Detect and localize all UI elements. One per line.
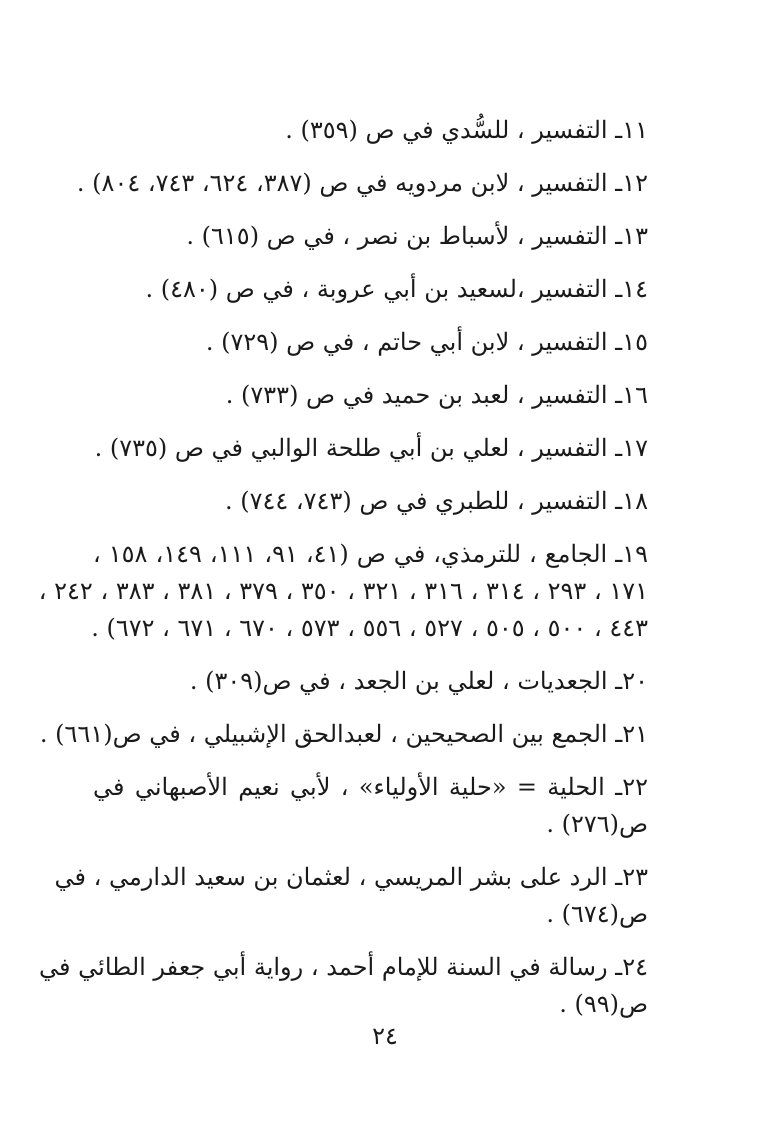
reference-entry-19: [38, 536, 649, 647]
entry-line: ١٧١ ، ٢٩٣ ، ٣١٤ ، ٣١٦ ، ٣٢١ ، ٣٥٠ ، ٣٧٩ ، ٣٨١ ، ٣٨٣ ، ٢٤٢ ،: [38, 577, 648, 605]
entry-line: ٢٢ـ الحلية = «حلية الأولياء» ، لأبي نعيم الأصبهاني في: [93, 773, 648, 801]
entry-line: ١٨ـ التفسير ، للطبري في ص (٧٤٣، ٧٤٤) .: [224, 487, 648, 515]
entry-line: ١٤ـ التفسير ،لسعيد بن أبي عروبة ، في ص (٤٨٠) .: [145, 275, 648, 303]
reference-entry-22: [93, 769, 648, 843]
reference-entry-12: [76, 165, 648, 202]
reference-entry-20: [93, 663, 648, 700]
entry-line: ٢٣ـ الرد على بشر المريسي ، لعثمان بن سعيد الدارمي ، في: [54, 863, 648, 891]
entry-line: ص(٦٧٤) .: [546, 900, 648, 928]
entry-line: ١٩ـ الجامع ، للترمذي، في ص (٤١، ٩١، ١١١، ١٤٩، ١٥٨ ،: [93, 540, 649, 568]
entry-line: ٢١ـ الجمع بين الصحيحين ، لعبدالحق الإشبيلي ، في ص(٦٦١) .: [39, 720, 648, 748]
entry-line: ١١ـ التفسير ، للسُّدي في ص (٣٥٩) .: [285, 116, 648, 144]
reference-entry-24: [39, 949, 648, 1023]
reference-entry-17: [93, 430, 648, 467]
entry-line: ٢٠ـ الجعديات ، لعلي بن الجعد ، في ص(٣٠٩) .: [189, 667, 648, 695]
entry-line: ١٦ـ التفسير ، لعبد بن حميد في ص (٧٣٣) .: [225, 381, 648, 409]
entry-line: ص(٢٧٦) .: [546, 810, 648, 838]
reference-entry-23: [54, 859, 648, 933]
entry-line: ١٧ـ التفسير ، لعلي بن أبي طلحة الوالبي في ص (٧٣٥) .: [94, 434, 648, 462]
entry-line: ٤٤٣ ، ٥٠٠ ، ٥٠٥ ، ٥٢٧ ، ٥٥٦ ، ٥٧٣ ، ٦٧٠ ، ٦٧١ ، ٦٧٢) .: [91, 614, 648, 642]
reference-entry-21: [39, 716, 648, 753]
reference-entry-16: [93, 377, 648, 414]
entry-line: ١٥ـ التفسير ، لابن أبي حاتم ، في ص (٧٢٩) .: [205, 328, 648, 356]
reference-list: [38, 112, 649, 1039]
reference-entry-18: [93, 483, 648, 520]
reference-entry-14: [93, 271, 648, 308]
reference-entry-15: [93, 324, 648, 361]
reference-entry-11: [93, 112, 648, 149]
entry-line: ١٣ـ التفسير ، لأسباط بن نصر ، في ص (٦١٥) .: [186, 222, 648, 250]
reference-entry-13: [93, 218, 648, 255]
entry-line: ص(٩٩) .: [559, 990, 648, 1018]
page-number: ٢٤: [372, 1022, 398, 1050]
entry-line: ١٢ـ التفسير ، لابن مردويه في ص (٣٨٧، ٦٢٤، ٧٤٣، ٨٠٤) .: [76, 169, 648, 197]
entry-line: ٢٤ـ رسالة في السنة للإمام أحمد ، رواية أبي جعفر الطائي في: [39, 953, 648, 981]
